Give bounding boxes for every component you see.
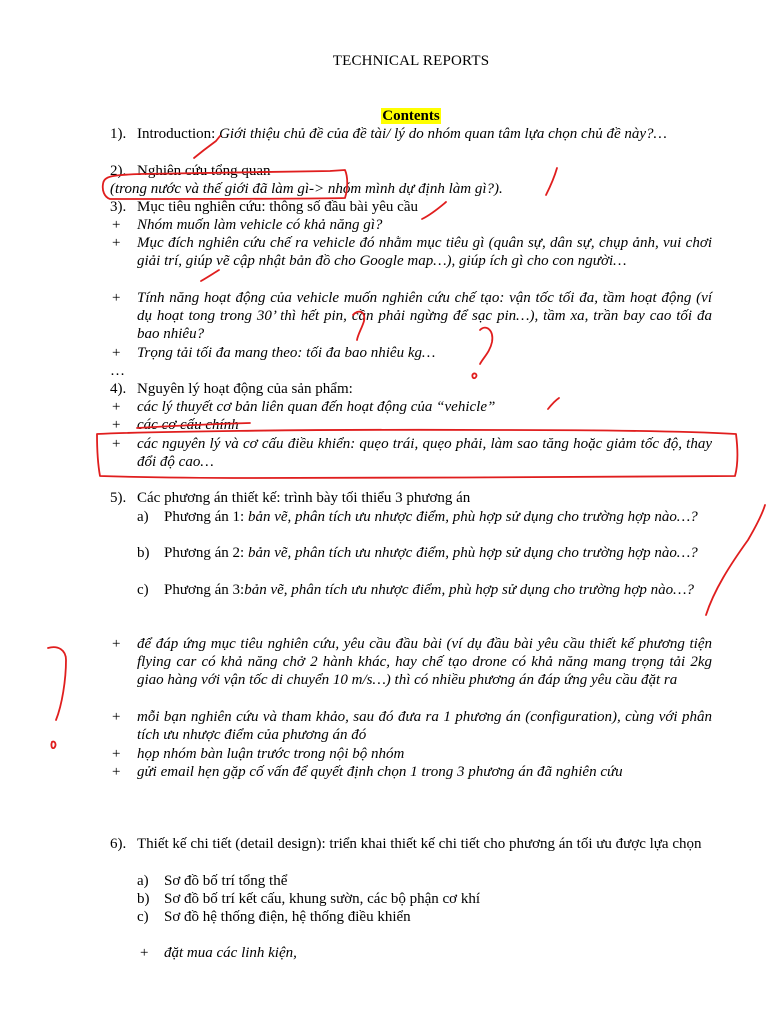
list-item-text: Nhóm muốn làm vehicle có khả năng gì? xyxy=(137,217,383,233)
option-item xyxy=(110,872,712,890)
section-4-label: Nguyên lý hoạt động của sản phẩm: xyxy=(137,381,353,397)
section-number: 4). xyxy=(110,381,127,397)
list-item-text: gửi email hẹn gặp cố vấn để quyết định chọn 1 trong 3 phương án đã nghiên cứu xyxy=(137,764,623,780)
pen-mark-dot xyxy=(51,742,55,749)
option-letter: a) xyxy=(137,509,149,525)
section-2-subtext: (trong nước và thế giới đã làm gì-> nhóm mình dự định làm gì?). xyxy=(110,181,503,197)
option-item xyxy=(110,508,712,526)
list-item xyxy=(110,635,712,689)
section-1-label: Introduction xyxy=(137,126,212,142)
bullet-icon: + xyxy=(112,746,121,762)
bullet-icon: + xyxy=(112,636,121,652)
option-letter: c) xyxy=(137,582,149,598)
option-letter: c) xyxy=(137,909,149,925)
section-1-description: Giới thiệu chủ đề của đề tài/ lý do nhóm quan tâm lựa chọn chủ đề này?… xyxy=(215,126,667,142)
section-1 xyxy=(110,125,712,143)
bullet-icon: + xyxy=(112,290,121,306)
contents-heading xyxy=(0,107,768,125)
bullet-icon: + xyxy=(112,217,121,233)
option-head: Phương án 2: xyxy=(164,545,245,561)
list-item xyxy=(110,745,712,763)
section-1-colon: : xyxy=(211,126,216,142)
section-3 xyxy=(110,198,712,216)
option-text: Sơ đồ bố trí tổng thể xyxy=(164,873,288,889)
list-item-text: để đáp ứng mục tiêu nghiên cứu, yêu cầu đầu bài (ví dụ đầu bài yêu cầu thiết kế phương tiện flying car có khả năng chở 2 hành khác, hay chế tạo drone có khả năng mang trọng tải 2kg giao hàng với vận tốc di chuyển 10 m/s…) thì có nhiều phương án đáp ứng yêu cầu đặt ra xyxy=(137,636,712,688)
bullet-icon: + xyxy=(112,709,121,725)
option-text: Sơ đồ bố trí kết cấu, khung sườn, các bộ phận cơ khí xyxy=(164,891,481,907)
list-item-text: các lý thuyết cơ bản liên quan đến hoạt động của “vehicle” xyxy=(137,399,496,415)
bullet-icon: + xyxy=(112,436,121,452)
list-item xyxy=(110,234,712,270)
pen-mark-tick xyxy=(201,270,219,281)
list-item-text: Trọng tải tối đa mang theo: tối đa bao nhiêu kg… xyxy=(137,345,436,361)
list-item xyxy=(110,344,712,362)
list-item-text: Mục đích nghiên cứu chế ra vehicle đó nhằm mục tiêu gì (quân sự, dân sự, chụp ảnh, vui chơi giải trí, giúp vẽ cập nhật bản đồ cho Google map…), giúp ích gì cho con người… xyxy=(137,235,712,269)
bullet-icon: + xyxy=(112,417,121,433)
option-text: bản vẽ, phân tích ưu nhược điểm, phù hợp sử dụng cho trường hợp nào…? xyxy=(244,509,698,525)
option-text: bản vẽ, phân tích ưu nhược điểm, phù hợp sử dụng cho trường hợp nào…? xyxy=(244,545,698,561)
section-3-ellipsis: … xyxy=(110,363,125,379)
list-item-text: họp nhóm bàn luận trước trong nội bộ nhóm xyxy=(137,746,405,762)
list-item xyxy=(110,416,712,434)
list-item xyxy=(110,944,712,962)
contents-heading-text: Contents xyxy=(382,108,440,124)
section-6 xyxy=(110,835,712,853)
bullet-icon: + xyxy=(140,945,149,961)
document-title: TECHNICAL REPORTS xyxy=(332,53,490,69)
bullet-icon: + xyxy=(112,399,121,415)
list-item-text: các cơ cấu chính xyxy=(137,417,239,433)
option-item xyxy=(110,890,712,908)
list-item xyxy=(110,216,712,234)
bullet-icon: + xyxy=(112,764,121,780)
section-2-label: Nghiên cứu tổng quan xyxy=(137,163,271,179)
section-5-label: Các phương án thiết kế: trình bày tối thiểu 3 phương án xyxy=(137,490,471,506)
option-item xyxy=(110,544,712,562)
list-item-text: mỗi bạn nghiên cứu và tham khảo, sau đó đưa ra 1 phương án (configuration), cùng với phân tích ưu nhược điểm của phương án đó xyxy=(137,709,712,743)
section-5 xyxy=(110,489,712,507)
option-text: bản vẽ, phân tích ưu nhược điểm, phù hợp sử dụng cho trường hợp nào…? xyxy=(244,582,694,598)
option-letter: b) xyxy=(137,545,150,561)
list-item xyxy=(110,763,712,781)
bullet-icon: + xyxy=(112,235,121,251)
list-item xyxy=(110,435,712,471)
option-item xyxy=(110,581,712,599)
pen-mark-curve xyxy=(706,505,765,615)
option-head: Phương án 3: xyxy=(164,582,245,598)
list-item-text: đặt mua các linh kiện, xyxy=(164,945,297,961)
section-3-label: Mục tiêu nghiên cứu: thông số đầu bài yêu cầu xyxy=(137,199,418,215)
option-head: Phương án 1: xyxy=(164,509,245,525)
section-2 xyxy=(110,162,712,180)
option-text: Sơ đồ hệ thống điện, hệ thống điều khiển xyxy=(164,909,411,925)
list-item-text: các nguyên lý và cơ cấu điều khiển: quẹo trái, quẹo phải, làm sao tăng hoặc giảm tốc độ, thay đổi độ cao… xyxy=(137,436,712,470)
section-1-text xyxy=(137,125,712,143)
option-letter: b) xyxy=(137,891,150,907)
section-number: 6). xyxy=(110,836,127,852)
list-item xyxy=(110,708,712,744)
section-number: 5). xyxy=(110,490,127,506)
list-item-text: Tính năng hoạt động của vehicle muốn nghiên cứu chế tạo: vận tốc tối đa, tầm hoạt động (ví dụ hoạt tong trong 30’ thì hết pin, cần phải ngừng để sạc pin…), tầm xa, trần bay cao tối đa bao nhiêu? xyxy=(137,290,712,342)
list-item xyxy=(110,289,712,343)
bullet-icon: + xyxy=(112,345,121,361)
option-letter: a) xyxy=(137,873,149,889)
section-number: 1). xyxy=(110,126,127,142)
option-item xyxy=(110,908,712,926)
section-4 xyxy=(110,380,712,398)
pen-mark-bracket xyxy=(48,647,66,720)
section-number: 3). xyxy=(110,199,127,215)
section-number: 2). xyxy=(110,163,127,179)
section-6-label: Thiết kế chi tiết (detail design): triển khai thiết kế chi tiết cho phương án tối ưu được lựa chọn xyxy=(137,836,702,852)
list-item xyxy=(110,398,712,416)
